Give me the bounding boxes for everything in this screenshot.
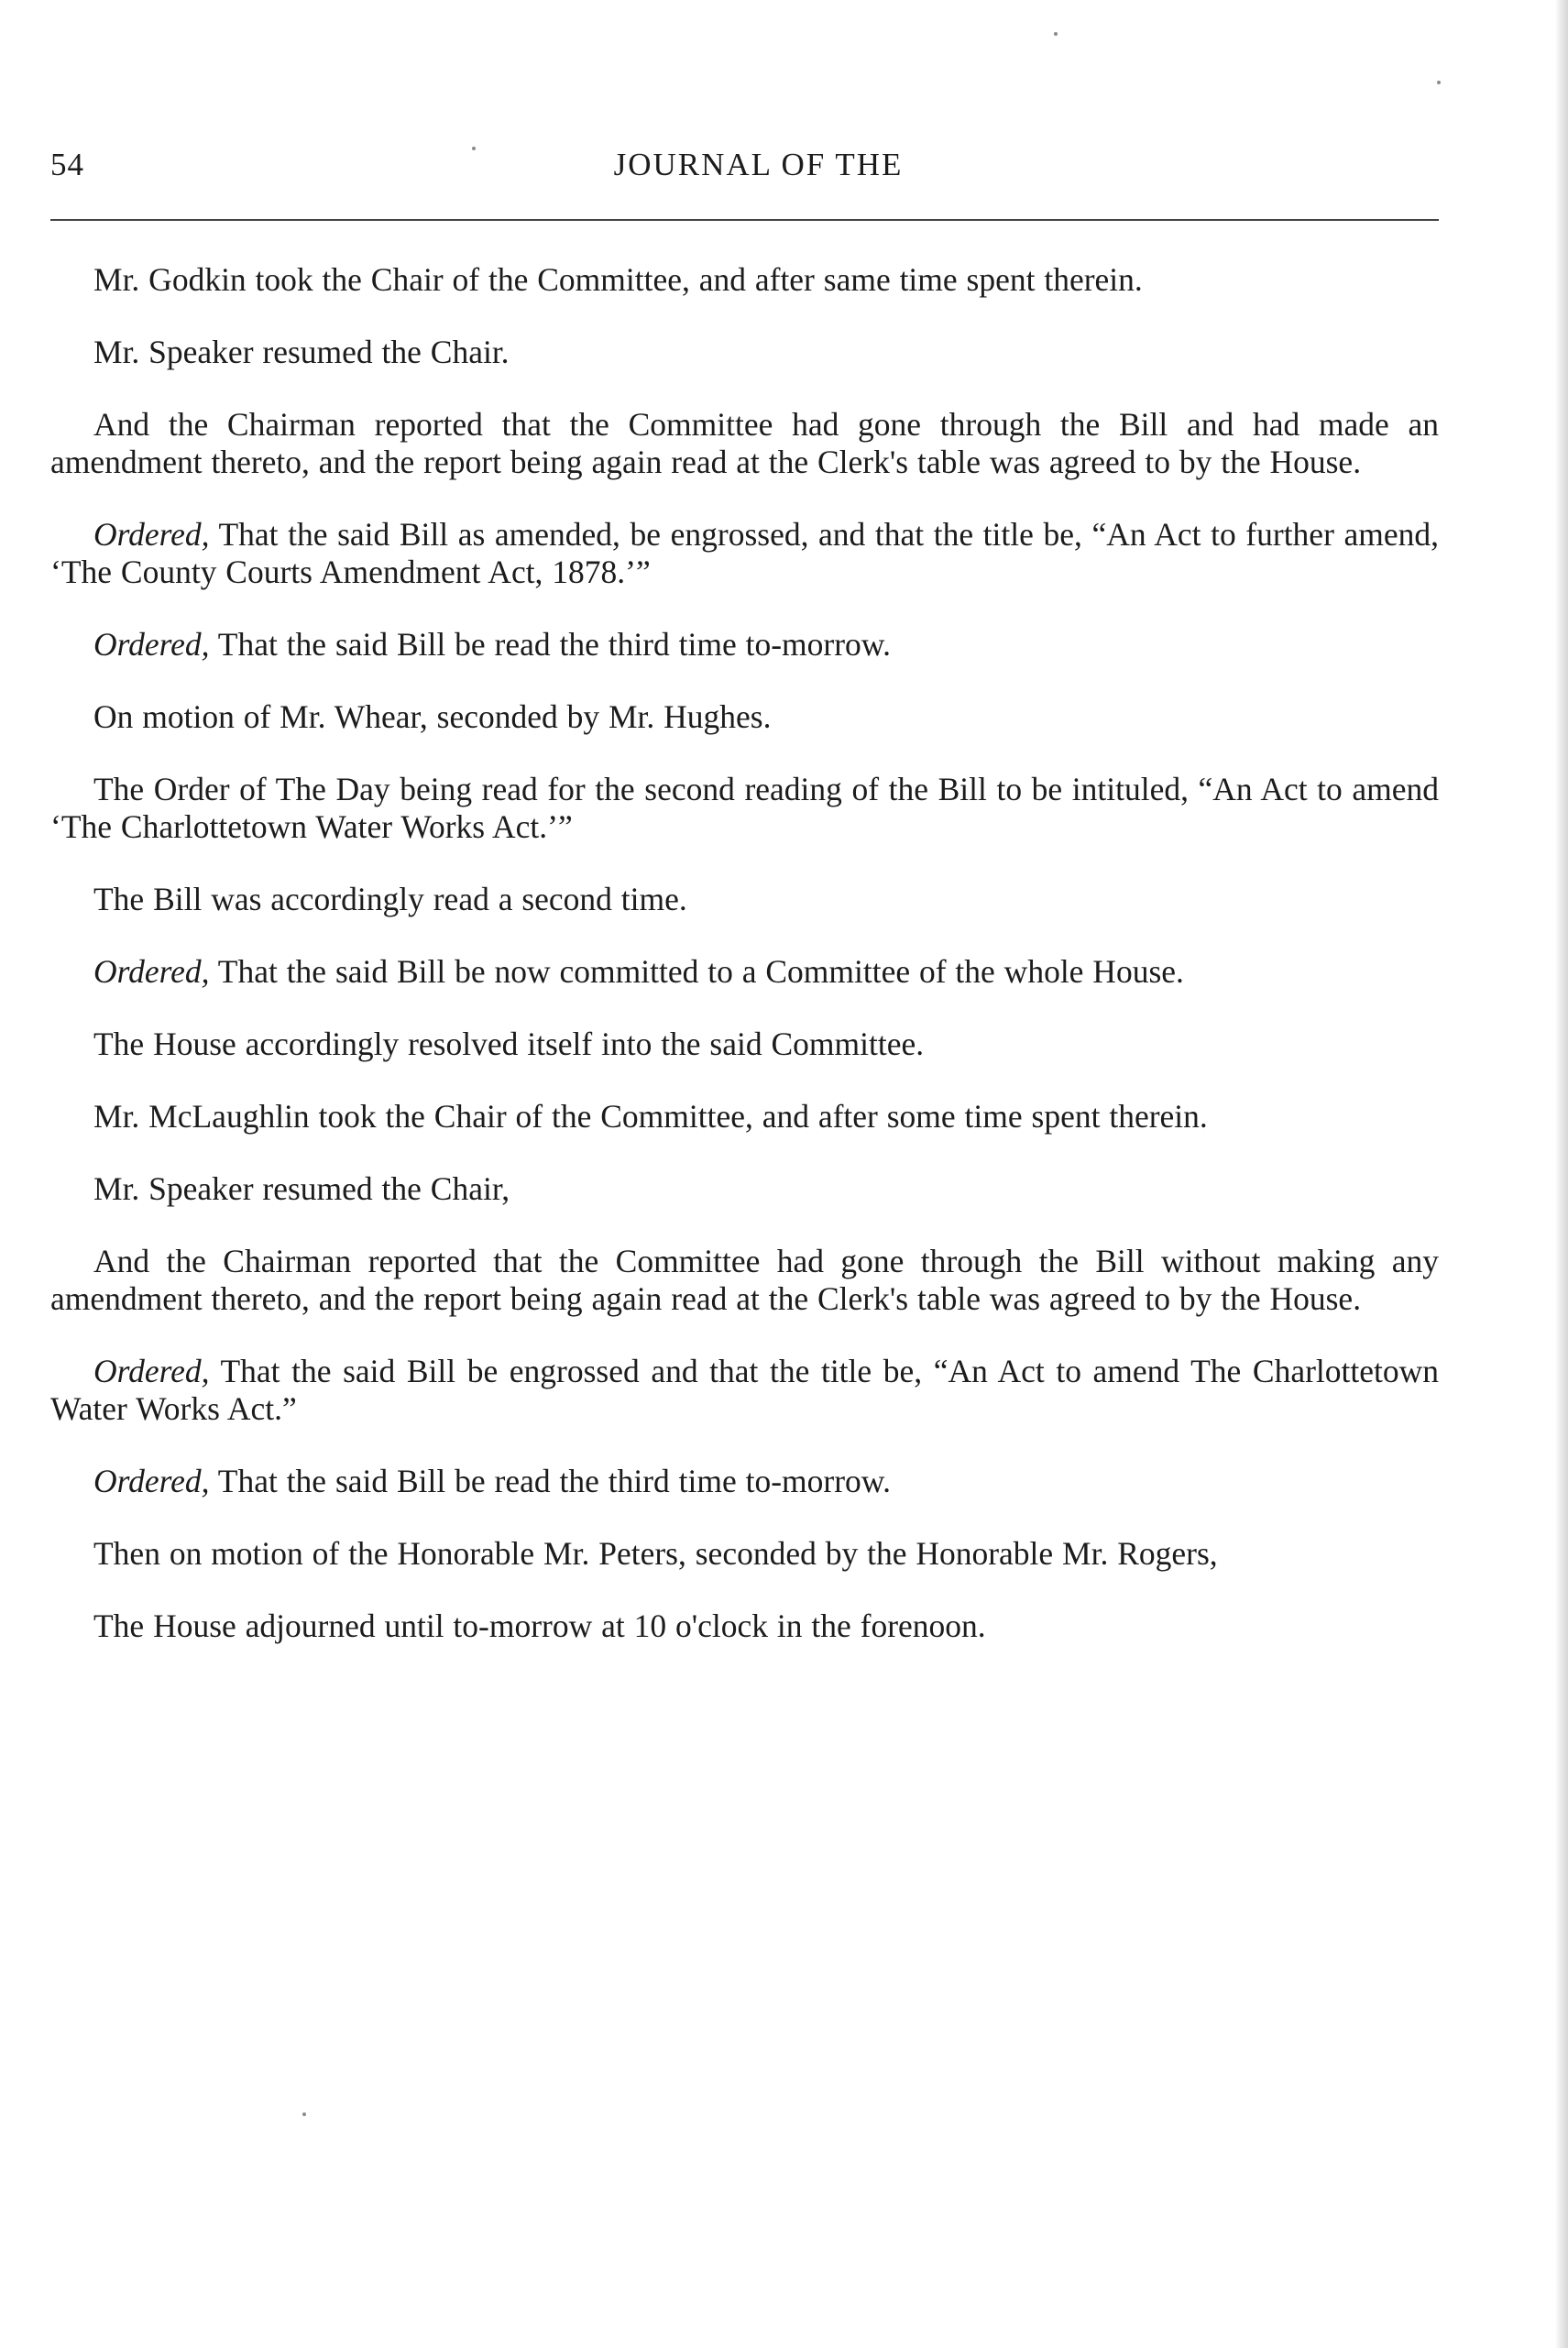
paragraph	[50, 1098, 1439, 1136]
paragraph	[50, 1607, 1439, 1645]
page-header	[50, 147, 1439, 192]
paragraph	[50, 771, 1439, 846]
paragraph	[50, 1535, 1439, 1573]
paragraph-lead: Ordered,	[93, 1353, 210, 1389]
scan-speck	[472, 147, 476, 150]
paragraph-text: The Order of The Day being read for the second reading of the Bill to be intituled, “An Act to amend ‘The Charlottetown Water Works Act.’”	[50, 771, 1439, 845]
running-title: JOURNAL OF THE	[613, 147, 904, 182]
paragraph	[50, 1170, 1439, 1208]
paragraph-text: The House accordingly resolved itself into the said Committee.	[93, 1026, 925, 1062]
paragraph-text: That the said Bill be read the third time to-morrow.	[209, 1463, 892, 1499]
paragraph-text: The Bill was accordingly read a second time.	[93, 881, 687, 917]
paragraph-text: Mr. Godkin took the Chair of the Committee, and after same time spent therein.	[93, 261, 1143, 298]
paragraph	[50, 698, 1439, 736]
journal-body	[50, 261, 1439, 1680]
paragraph	[50, 516, 1439, 591]
paragraph	[50, 1463, 1439, 1500]
paragraph-text: Mr. Speaker resumed the Chair,	[93, 1170, 510, 1207]
paragraph	[50, 334, 1439, 371]
paragraph-text: On motion of Mr. Whear, seconded by Mr. Hughes.	[93, 698, 772, 735]
paragraph	[50, 626, 1439, 664]
scan-speck	[1054, 32, 1058, 36]
paragraph-lead: Ordered,	[93, 626, 210, 663]
paragraph	[50, 1243, 1439, 1318]
paragraph-text: Mr. Speaker resumed the Chair.	[93, 334, 510, 370]
paragraph-text: Then on motion of the Honorable Mr. Peters, seconded by the Honorable Mr. Rogers,	[93, 1535, 1218, 1572]
paragraph-lead: Ordered,	[93, 516, 210, 553]
paragraph	[50, 1026, 1439, 1063]
paragraph-text: The House adjourned until to-morrow at 10 o'clock in the forenoon.	[93, 1607, 986, 1644]
scan-speck	[1437, 81, 1441, 84]
paragraph	[50, 881, 1439, 918]
paragraph-text: That the said Bill be read the third time to-morrow.	[209, 626, 892, 663]
paragraph-text: That the said Bill be now committed to a Committee of the whole House.	[209, 953, 1184, 990]
paragraph	[50, 953, 1439, 991]
paragraph-text: And the Chairman reported that the Committee had gone through the Bill without making any amendment thereto, and the report being again read at the Clerk's table was agreed to by the House.	[50, 1243, 1439, 1317]
paragraph	[50, 406, 1439, 481]
paragraph-lead: Ordered,	[93, 1463, 210, 1499]
paragraph-text: That the said Bill as amended, be engrossed, and that the title be, “An Act to further amend, ‘The County Courts Amendment Act, 1878.’”	[50, 516, 1439, 590]
paragraph	[50, 261, 1439, 299]
paragraph-text: And the Chairman reported that the Committee had gone through the Bill and had made an amendment thereto, and the report being again read at the Clerk's table was agreed to by the House.	[50, 406, 1439, 480]
paragraph-text: Mr. McLaughlin took the Chair of the Committee, and after some time spent therein.	[93, 1098, 1208, 1135]
paragraph-lead: Ordered,	[93, 953, 210, 990]
paragraph	[50, 1353, 1439, 1428]
page-number: 54	[50, 147, 84, 182]
scan-edge	[1555, 0, 1568, 2348]
header-rule	[50, 219, 1439, 221]
paragraph-text: That the said Bill be engrossed and that the title be, “An Act to amend The Charlottetown Water Works Act.”	[50, 1353, 1439, 1427]
scan-speck	[302, 2112, 306, 2116]
